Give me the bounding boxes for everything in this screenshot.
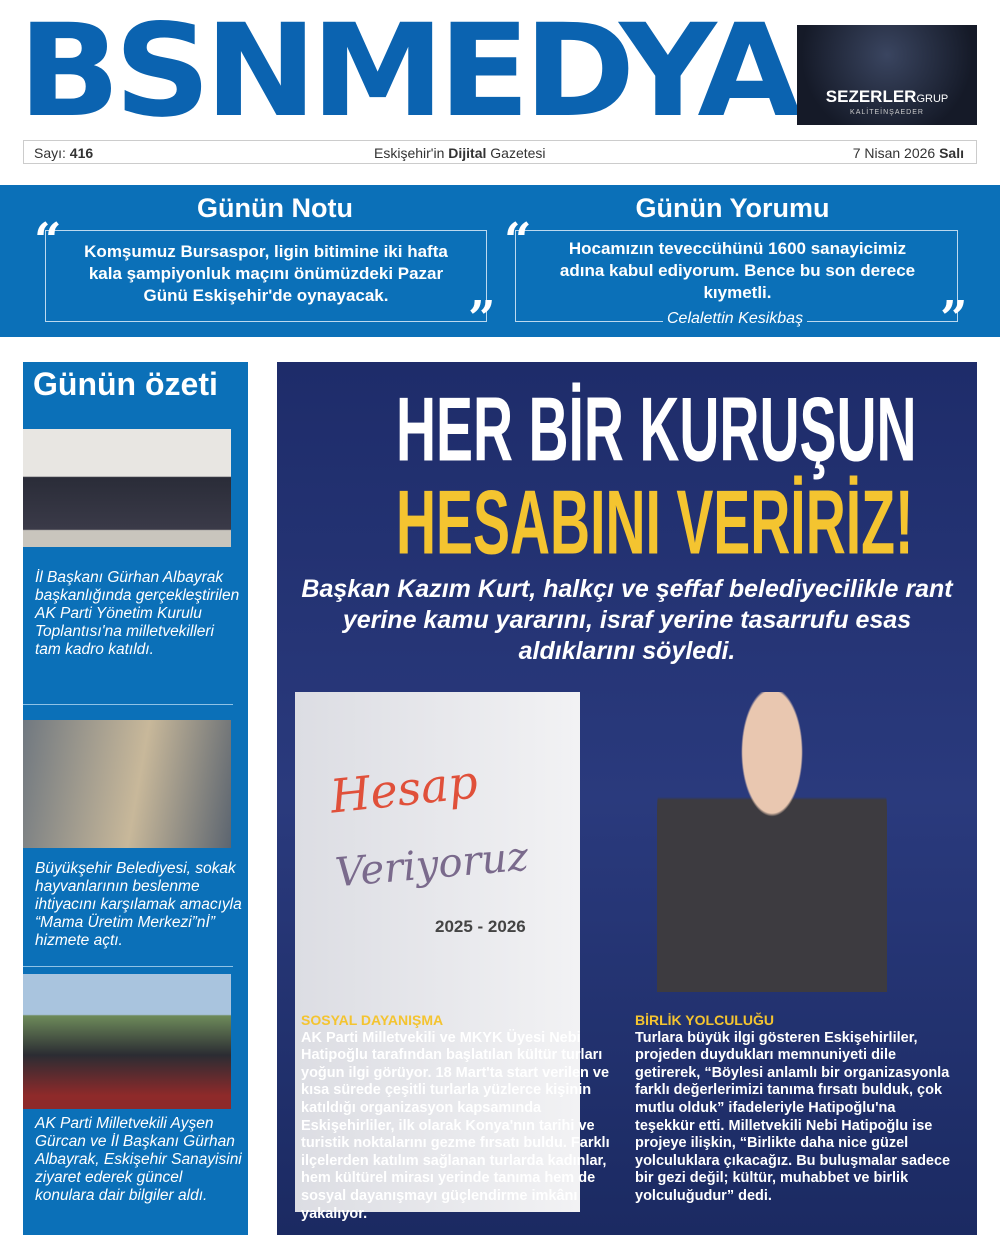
- ad-suffix: GRUP: [916, 93, 949, 105]
- masthead-logo[interactable]: BSNMEDYA: [18, 0, 796, 146]
- column-text: Turlara büyük ilgi gösteren Eskişehirliler, projeden duydukları memnuniyeti dile getirerek, “Böylesi anlamlı bir organizasyonla farklı değerlerimizi tanıma fırsatı bulduk, çok mutlu olduk” ifadeleriyle Hatipoğlu'na teşekkür etti. Milletvekili Nebi Hatipoğlu ise projeye ilişkin, “Birlikte daha nice güzel yolculuklara çıkacağız. Bu buluşmalar sadece bir gezi değil; kültür, muhabbet ve birlik yolculuğudur” dedi.: [635, 1029, 951, 1204]
- open-quote-icon: “: [504, 213, 532, 269]
- weekday: Salı: [939, 145, 964, 161]
- summary-title: Günün özeti: [33, 366, 218, 402]
- comment-text: Hocamızın teveccühünü 1600 sanayicimiz adına kabul ediyorum. Bence bu son derece kıymetli.: [559, 239, 916, 302]
- column-right: [635, 1012, 957, 1206]
- open-quote-icon: “: [34, 213, 62, 269]
- close-quote-icon: ”: [940, 291, 968, 347]
- subheadline: Başkan Kazım Kurt, halkçı ve şeffaf belediyecilikle rant yerine kamu yararını, israf yerine tasarrufu esas aldıklarını söyledi.: [301, 575, 953, 665]
- banner-years: 2025 - 2026: [435, 917, 526, 936]
- photo-food-center[interactable]: [23, 720, 231, 848]
- summary-caption[interactable]: AK Parti Milletvekili Ayşen Gürcan ve İl Başkanı Gürhan Albayrak, Eskişehir Sanayisini ziyaret ederek güncel konulara dair bilgiler aldı.: [35, 1115, 242, 1204]
- comment-author: Celalettin Kesikbaş: [663, 310, 807, 328]
- note-text: Komşumuz Bursaspor, ligin bitimine iki hafta kala şampiyonluk maçını önümüzdeki Pazar Günü Eskişehir'de oynayacak.: [84, 242, 448, 305]
- summary-sidebar: [23, 362, 248, 1235]
- lead-story: [277, 362, 977, 1235]
- note-title: Günün Notu: [197, 193, 353, 223]
- divider: [23, 704, 233, 705]
- summary-caption[interactable]: Büyükşehir Belediyesi, sokak hayvanlarının beslenme ihtiyacını karşılamak amacıyla “Mama Üretim Merkezi”nİ” hizmete açtı.: [35, 860, 242, 949]
- column-left: [301, 1012, 623, 1223]
- banner-text: Veriyoruz: [333, 833, 531, 897]
- photo-mayor: [657, 692, 887, 992]
- date: 7 Nisan 2026: [852, 145, 936, 161]
- column-text: AK Parti Milletvekili ve MKYK Üyesi Nebi Hatipoğlu tarafından başlatılan kültür turları yoğun ilgi görüyor. 18 Mart'ta start verilen ve kısa sürede çeşitli turlarla yüzlerce kişinin katıldığı organizasyon kapsamında Eskişehirliler, ilk olarak Konya'nın tarihi ve turistik noktalarını gezme fırsatı buldu. Farklı ilçelerden katılım sağlanan turlarda kadınlar, hem kültürel mirası yerinde tanıma hem de sosyal dayanışmayı güçlendirme imkânı yakalıyor.: [301, 1029, 610, 1222]
- banner-text: Hesap: [327, 754, 481, 824]
- tagline-bold: Dijital: [448, 145, 487, 161]
- sponsor-ad[interactable]: [797, 25, 977, 125]
- photo-meeting[interactable]: [23, 429, 231, 547]
- issue-number: 416: [69, 145, 94, 161]
- notes-band: [0, 185, 1000, 347]
- ad-tagline: KALİTEİNŞAEDER: [850, 109, 924, 116]
- headline-line-1[interactable]: HER BİR KURUŞUN: [396, 378, 917, 481]
- photo-industry-visit[interactable]: [23, 974, 231, 1109]
- comment-title: Günün Yorumu: [635, 193, 830, 223]
- divider: [23, 966, 233, 967]
- close-quote-icon: ”: [468, 291, 496, 347]
- ad-name: SEZERLER: [825, 87, 917, 106]
- headline-line-2[interactable]: HESABINI VERİRİZ!: [396, 471, 914, 574]
- tagline-post: Gazetesi: [490, 145, 546, 161]
- column-title: SOSYAL DAYANIŞMA: [301, 1012, 444, 1028]
- issue-label: Sayı:: [34, 145, 66, 161]
- info-bar: [23, 140, 977, 164]
- column-title: BİRLİK YOLCULUĞU: [635, 1012, 774, 1028]
- summary-caption[interactable]: İl Başkanı Gürhan Albayrak başkanlığında gerçekleştirilen AK Parti Yönetim Kurulu Toplantısı'na milletvekilleri tam kadro katıldı.: [35, 569, 240, 658]
- tagline-pre: Eskişehir'in: [374, 145, 445, 161]
